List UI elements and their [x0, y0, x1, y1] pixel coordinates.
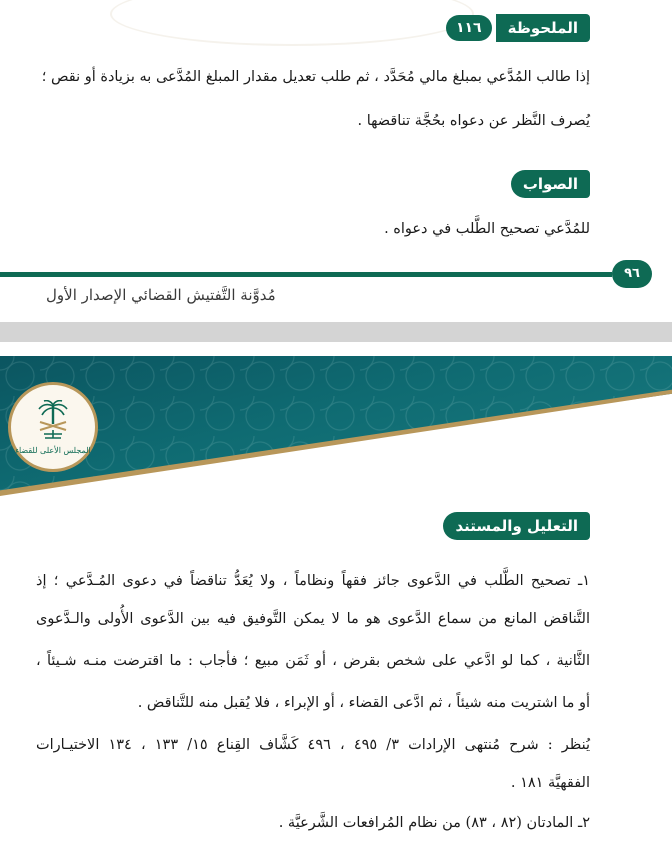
note-number-badge: ١١٦	[446, 15, 492, 41]
banner-pattern	[0, 356, 672, 491]
correct-heading	[511, 170, 590, 198]
section-heading	[443, 512, 590, 540]
note-line-1: إذا طالب المُدَّعي بمبلغ مالي مُحَدَّد ، ثم طلب تعديل مقدار المبلغ المُدَّعى به بزيادة أو نقص ؛	[41, 69, 590, 85]
seal-caption: المجلس الأعلى للقضاء	[15, 445, 91, 455]
running-footer-title: مُدوَّنة التَّفتيش القضائي الإصدار الأول	[46, 286, 276, 304]
page-gap	[0, 322, 672, 342]
body-line-6: الفقهيَّة ١٨١ .	[510, 775, 590, 791]
body-line-2: التَّناقض المانع من سماع الدَّعوى هو ما لا يمكن التَّوفيق فيه بين الدَّعوى الأُولى والـدَّعوى	[36, 611, 590, 627]
page-rule	[0, 272, 612, 277]
body-line-4: أو ما اشتريت منه شيئاً ، ثم ادَّعى القضاء ، أو الإبراء ، فلا يُقبل منه للتَّناقض .	[137, 695, 590, 711]
body-line-1: ١ـ تصحيح الطَّلب في الدَّعوى جائز فقهاً ونظاماً ، ولا يُعَدُّ تناقضاً في دعوى المُـدَّعي ؛ إذ	[36, 573, 590, 589]
note-heading	[446, 14, 590, 42]
page-bottom	[0, 342, 672, 852]
council-seal	[8, 382, 98, 472]
watermark-emblem	[110, 0, 474, 46]
note-line-2: يُصرف النَّظر عن دعواه بحُجَّة تناقضها .	[357, 113, 590, 129]
page-number-badge: ٩٦	[612, 260, 652, 288]
body-line-5: يُنظر : شرح مُنتهى الإرادات ٣/ ٤٩٥ ، ٤٩٦ كَشَّاف القِناع ١٥/ ١٣٣ ، ١٣٤ الاختيـارات	[36, 737, 590, 753]
note-label: الملحوظة	[496, 14, 590, 42]
body-line-7: ٢ـ المادتان (٨٢ ، ٨٣) من نظام المُرافعات الشَّرعيَّة .	[278, 815, 590, 831]
correct-line: للمُدَّعي تصحيح الطَّلب في دعواه .	[384, 221, 590, 237]
page-top	[0, 0, 672, 322]
correct-label: الصواب	[511, 170, 590, 198]
palm-swords-scales-icon	[30, 400, 76, 444]
section-label: التعليل والمستند	[443, 512, 590, 540]
body-line-3: الثَّانية ، كما لو ادَّعي على شخص بقرض ، أو ثَمَن مبيع ؛ فأجاب : ما اقترضت منـه شـيئاً ،	[36, 653, 590, 669]
